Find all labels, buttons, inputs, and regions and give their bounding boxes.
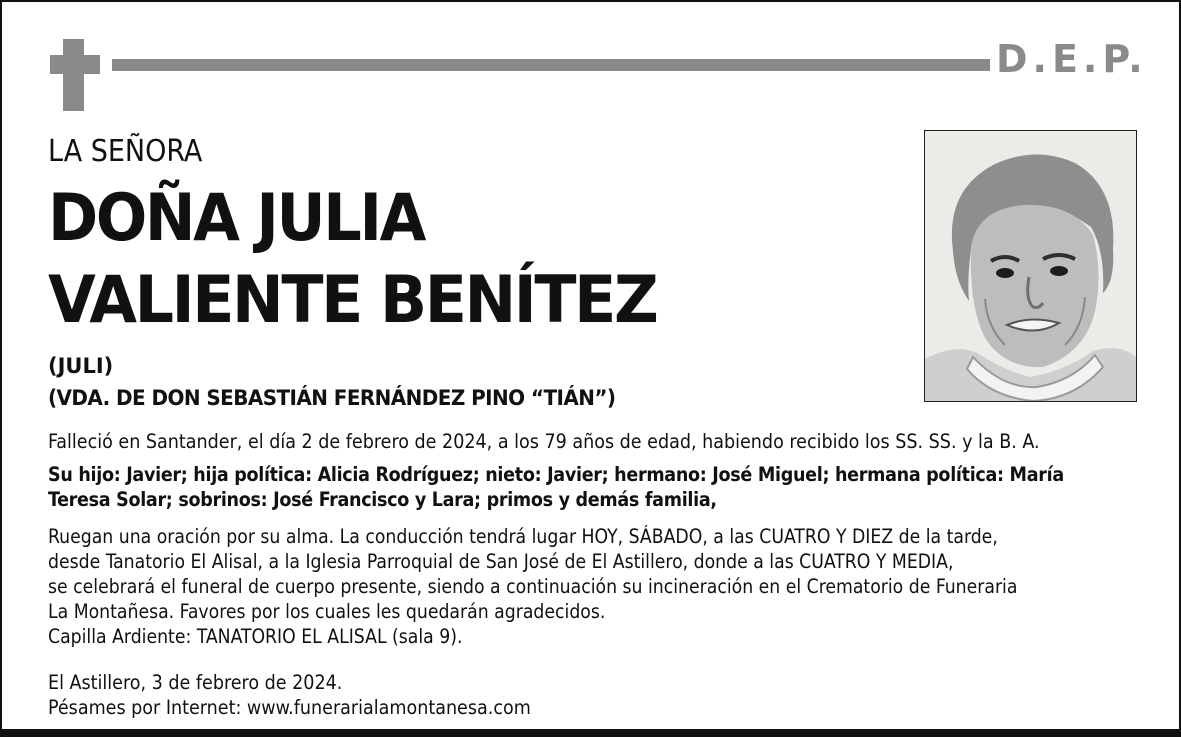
header-rule xyxy=(112,59,990,71)
portrait-photo xyxy=(924,130,1137,402)
widow-of: (VDA. DE DON SEBASTIÁN FERNÁNDEZ PINO “TIÁN”) xyxy=(48,386,616,410)
deceased-name-line2: VALIENTE BENÍTEZ xyxy=(48,263,657,338)
deceased-name-line1: DOÑA JULIA xyxy=(48,181,425,256)
condolences-link: Pésames por Internet: www.funerarialamontanesa.com xyxy=(48,696,531,719)
family-line: Teresa Solar; sobrinos: José Francisco y Lara; primos y demás familia, xyxy=(48,488,717,511)
family-line: Su hijo: Javier; hija política: Alicia Rodríguez; nieto: Javier; hermano: José Miguel; hermana política: María xyxy=(48,463,1064,486)
service-line: La Montañesa. Favores por los cuales les quedarán agradecidos. xyxy=(48,600,606,623)
service-line: se celebrará el funeral de cuerpo presente, siendo a continuación su incineración en el Crematorio de Funeraria xyxy=(48,575,1018,598)
service-details xyxy=(48,524,1017,649)
place-date: El Astillero, 3 de febrero de 2024. xyxy=(48,671,343,694)
cross-icon xyxy=(63,39,84,111)
service-line: Ruegan una oración por su alma. La conducción tendrá lugar HOY, SÁBADO, a las CUATRO Y DIEZ de la tarde, xyxy=(48,525,998,548)
deceased-nickname: (JULI) xyxy=(48,354,114,378)
chapel-line: Capilla Ardiente: TANATORIO EL ALISAL (sala 9). xyxy=(48,625,463,648)
salutation: LA SEÑORA xyxy=(48,134,203,169)
family-list xyxy=(48,462,1064,512)
service-line: desde Tanatorio El Alisal, a la Iglesia Parroquial de San José de El Astillero, donde a las CUATRO Y MEDIA, xyxy=(48,550,954,573)
dep-label: D.E.P. xyxy=(996,37,1148,81)
portrait-image xyxy=(925,131,1136,401)
cross-icon-bar xyxy=(50,55,100,74)
death-notice: Falleció en Santander, el día 2 de febrero de 2024, a los 79 años de edad, habiendo recibido los SS. SS. y la B. A. xyxy=(48,430,1040,453)
footer xyxy=(48,670,531,720)
